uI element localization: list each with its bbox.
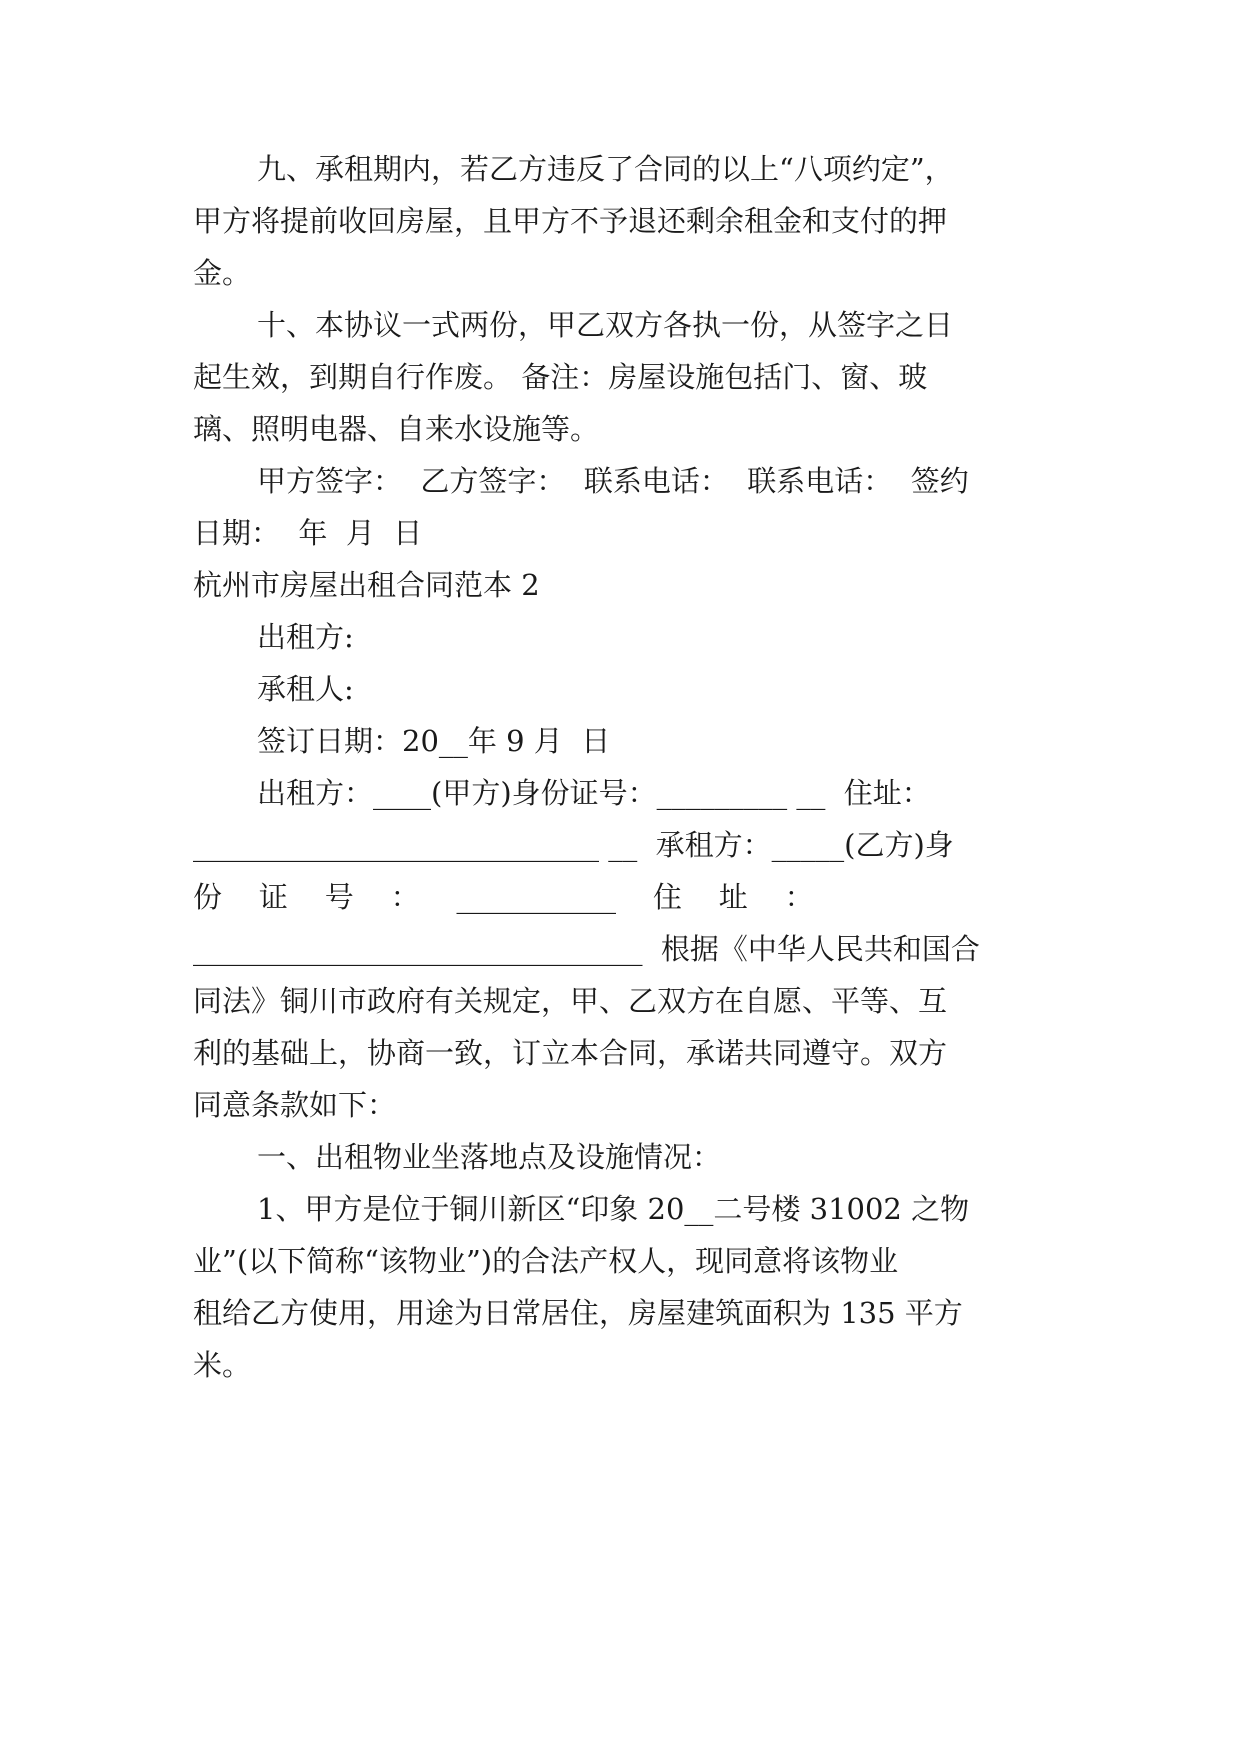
clause-10-line-2: 起生效，到期自行作废。 备注：房屋设施包括门、窗、玻 (193, 360, 928, 394)
signature-line-2: 日期： 年 月 日 (193, 516, 423, 550)
basis-line-3: 利的基础上，协商一致，订立本合同，承诺共同遵守。双方 (193, 1036, 948, 1070)
clause-9-line-3: 金。 (193, 256, 252, 290)
basis-line-1: _______________________________ 根据《中华人民共和国合 (193, 932, 980, 966)
clause-10-line-1: 十、本协议一式两份，甲乙双方各执一份，从签字之日 (257, 308, 954, 342)
lessor-label: 出租方: (257, 620, 354, 654)
article-1-heading: 一、出租物业坐落地点及设施情况： (257, 1140, 722, 1174)
sign-date-line: 签订日期：20__年 9 月 日 (257, 724, 611, 758)
basis-line-4: 同意条款如下： (193, 1088, 397, 1122)
signature-line-1: 甲方签字： 乙方签字： 联系电话： 联系电话： 签约 (257, 464, 969, 498)
lessee-info-line: ____________________________ __ 承租方：_____(乙方)身 (193, 828, 954, 862)
id-address-line: 份 证 号 ： ___________ 住 址 ： (193, 880, 814, 914)
article-1-item-1-line-3: 租给乙方使用，用途为日常居住，房屋建筑面积为 135 平方 (193, 1296, 963, 1330)
clause-9-line-2: 甲方将提前收回房屋，且甲方不予退还剩余租金和支付的押 (193, 204, 948, 238)
article-1-item-1-line-4: 米。 (193, 1348, 252, 1382)
section-title: 杭州市房屋出租合同范本 2 (193, 568, 540, 602)
clause-9-line-1: 九、承租期内，若乙方违反了合同的以上“八项约定”， (257, 152, 954, 186)
article-1-item-1-line-1: 1、甲方是位于铜川新区“印象 20__二号楼 31002 之物 (257, 1192, 970, 1226)
lessee-label: 承租人: (257, 672, 354, 706)
clause-10-line-3: 璃、照明电器、自来水设施等。 (193, 412, 600, 446)
lessor-info-line: 出租方：____(甲方)身份证号：_________ __ 住址： (257, 776, 931, 810)
basis-line-2: 同法》铜川市政府有关规定，甲、乙双方在自愿、平等、互 (193, 984, 948, 1018)
article-1-item-1-line-2: 业”(以下简称“该物业”)的合法产权人，现同意将该物业 (193, 1244, 899, 1278)
